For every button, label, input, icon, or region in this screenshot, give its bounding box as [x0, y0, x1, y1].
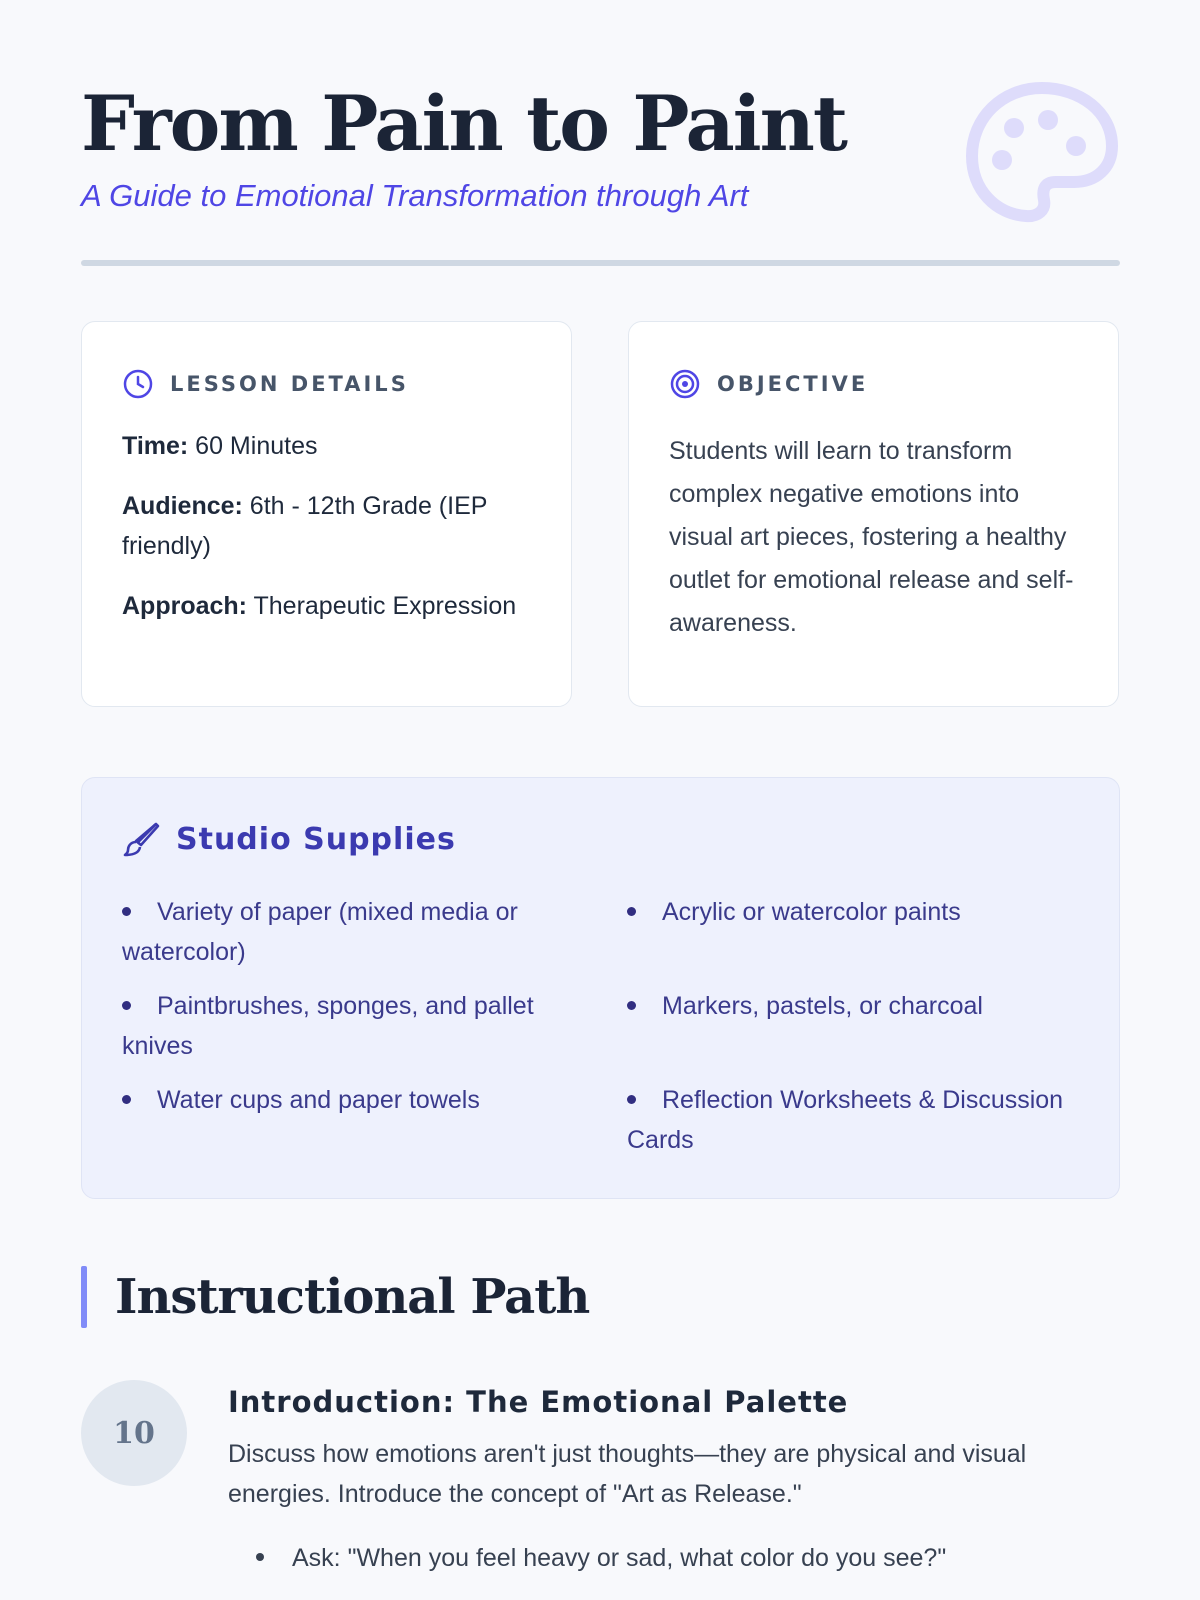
instructional-path-header — [81, 1266, 589, 1328]
step-bullet-list — [256, 1538, 1120, 1578]
bullet-icon — [256, 1553, 264, 1561]
page-subtitle: A Guide to Emotional Transformation through Art — [81, 178, 749, 213]
objective-text: Students will learn to transform complex negative emotions into visual art pieces, fostering a healthy outlet for emotional release and self-awareness. — [669, 437, 1074, 637]
lesson-details-heading: LESSON DETAILS — [170, 372, 409, 396]
lesson-details-card — [81, 321, 572, 707]
lesson-details-header — [122, 368, 409, 400]
supply-text: Acrylic or watercolor paints — [662, 898, 961, 926]
supply-item — [122, 1080, 572, 1174]
supply-item — [627, 892, 1077, 986]
supply-text: Variety of paper (mixed media or watercolor) — [122, 898, 518, 966]
clock-icon — [122, 368, 154, 400]
objective-card — [628, 321, 1119, 707]
detail-approach — [122, 586, 542, 626]
bullet-icon — [627, 1001, 636, 1010]
lesson-details-list — [122, 426, 542, 646]
supply-item — [122, 892, 572, 986]
palette-icon — [966, 82, 1118, 234]
objective-heading: OBJECTIVE — [717, 372, 869, 396]
bullet-icon — [122, 1095, 131, 1104]
supply-item — [627, 986, 1077, 1080]
step-content — [228, 1380, 1120, 1578]
page-title: From Pain to Paint — [81, 79, 847, 168]
step-description: Discuss how emotions aren't just thoughts—they are physical and visual energies. Introduce the concept of "Art as Release." — [228, 1440, 1027, 1508]
detail-label: Time: — [122, 432, 189, 460]
instructional-path-heading: Instructional Path — [115, 1269, 590, 1325]
header-divider — [81, 260, 1120, 266]
supply-text: Paintbrushes, sponges, and pallet knives — [122, 992, 534, 1060]
page-header — [81, 0, 1120, 270]
supply-text: Water cups and paper towels — [157, 1086, 480, 1114]
step-title: Introduction: The Emotional Palette — [228, 1385, 849, 1419]
detail-audience — [122, 486, 542, 566]
info-cards — [81, 321, 1120, 709]
supplies-list-right — [627, 892, 1077, 1174]
bullet-icon — [122, 1001, 131, 1010]
bullet-icon — [627, 907, 636, 916]
objective-header — [669, 368, 868, 400]
step-duration-badge: 10 — [81, 1380, 187, 1486]
detail-value: 60 Minutes — [188, 432, 318, 460]
section-accent-bar — [81, 1266, 87, 1328]
detail-label: Audience: — [122, 492, 243, 520]
supply-text: Reflection Worksheets & Discussion Cards — [627, 1086, 1064, 1154]
studio-supplies-panel — [81, 777, 1120, 1199]
supplies-list-left — [122, 892, 572, 1174]
supply-item — [122, 986, 572, 1080]
detail-value: 6th - 12th Grade (IEP friendly) — [122, 492, 487, 560]
step-bullet — [256, 1538, 1120, 1578]
supplies-header — [122, 820, 456, 858]
paintbrush-icon — [122, 820, 160, 858]
lesson-page — [81, 0, 1120, 1572]
detail-label: Approach: — [122, 592, 247, 620]
detail-value: Therapeutic Expression — [247, 592, 517, 620]
target-icon — [669, 368, 701, 400]
bullet-icon — [122, 907, 131, 916]
supply-item — [627, 1080, 1077, 1174]
supplies-heading: Studio Supplies — [176, 821, 456, 857]
bullet-icon — [627, 1095, 636, 1104]
detail-time — [122, 426, 542, 466]
step-bullet-text: Ask: "When you feel heavy or sad, what color do you see?" — [292, 1544, 947, 1572]
supply-text: Markers, pastels, or charcoal — [662, 992, 983, 1020]
